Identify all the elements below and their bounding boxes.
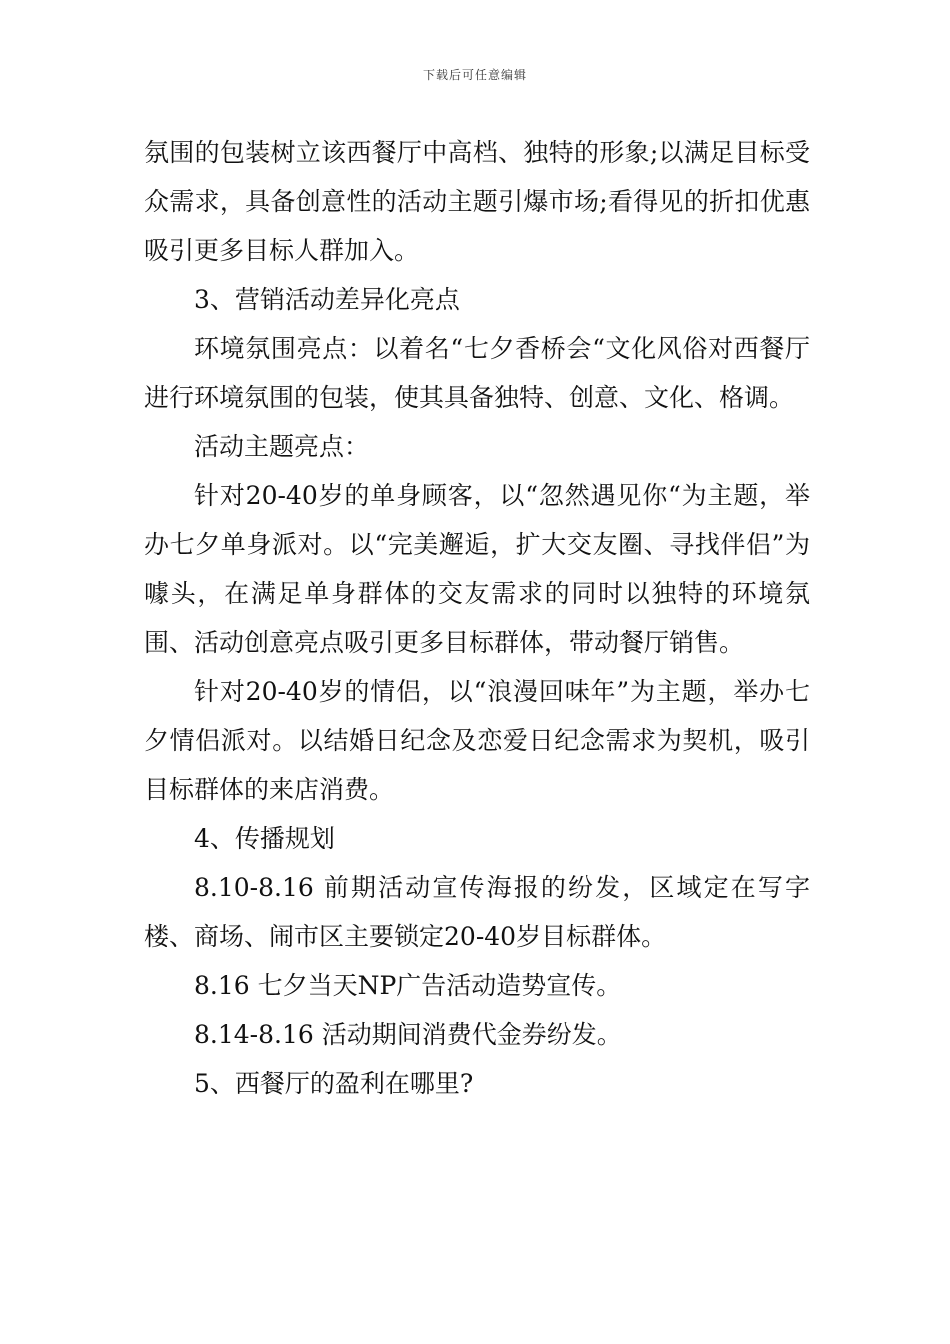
- paragraph-singles-party: 针对20-40岁的单身顾客，以“忽然遇见你“为主题，举办七夕单身派对。以“完美邂逅，扩大交友圈、寻找伴侣”为噱头，在满足单身群体的交友需求的同时以独特的环境氛围、活动创意亮点吸引更多目标群体，带动餐厅销售。: [144, 481, 810, 657]
- paragraph-couples-party: 针对20-40岁的情侣，以“浪漫回味年”为主题，举办七夕情侣派对。以结婚日纪念及恋爱日纪念需求为契机，吸引目标群体的来店消费。: [144, 677, 810, 804]
- paragraph-np-advertising: 8.16 七夕当天NP广告活动造势宣传。: [194, 971, 622, 1000]
- section-heading-promotion-plan: 4、传播规划: [194, 824, 335, 853]
- document-body: [144, 128, 810, 1108]
- paragraph-theme-highlight-label: 活动主题亮点：: [194, 432, 370, 461]
- paragraph-environment-highlight: 环境氛围亮点：以着名“七夕香桥会“文化风俗对西餐厅进行环境氛围的包装，使其具备独特、创意、文化、格调。: [144, 334, 810, 412]
- page-header-note: 下载后可任意编辑: [422, 68, 527, 82]
- paragraph-continuation: 氛围的包装树立该西餐厅中高档、独特的形象;以满足目标受众需求，具备创意性的活动主题引爆市场;看得见的折扣优惠吸引更多目标人群加入。: [144, 138, 810, 265]
- section-heading-profit: 5、西餐厅的盈利在哪里?: [194, 1069, 474, 1098]
- paragraph-voucher-distribution: 8.14-8.16 活动期间消费代金券纷发。: [194, 1020, 622, 1049]
- section-heading-differentiation: 3、营销活动差异化亮点: [194, 285, 460, 314]
- paragraph-poster-distribution: 8.10-8.16 前期活动宣传海报的纷发，区域定在写字楼、商场、闹市区主要锁定20-40岁目标群体。: [144, 873, 810, 951]
